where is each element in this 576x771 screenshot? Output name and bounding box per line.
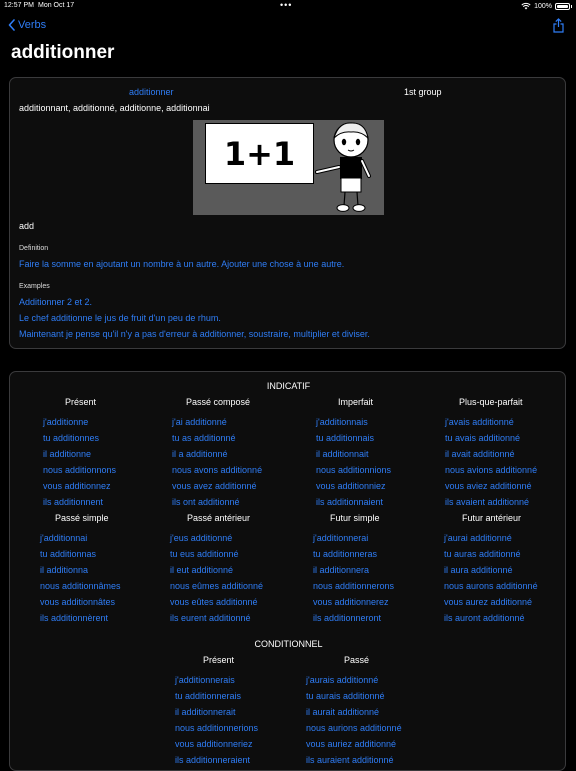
conjugation-form[interactable]: j'avais additionné <box>445 417 514 427</box>
conjugation-form[interactable]: tu additionnas <box>40 549 97 559</box>
conjugation-form[interactable]: ils additionneraient <box>175 755 251 765</box>
definition-label: Definition <box>19 245 49 252</box>
examples-label: Examples <box>19 283 50 290</box>
conjugation-form[interactable]: tu as additionné <box>172 433 236 443</box>
tense-name: Plus-que-parfait <box>459 397 523 407</box>
conjugation-form[interactable]: j'aurais additionné <box>306 675 379 685</box>
example-2: Le chef additionne le jus de fruit d'un peu de rhum. <box>19 313 221 323</box>
conjugation-form[interactable]: tu avais additionné <box>445 433 521 443</box>
cartoon-character-icon <box>311 120 384 215</box>
conjugation-card <box>9 371 566 771</box>
tense-name: Futur simple <box>330 513 380 523</box>
conjugation-form[interactable]: il additionne <box>43 449 92 459</box>
whiteboard <box>205 123 314 184</box>
example-3: Maintenant je pense qu'il n'y a pas d'erreur à additionner, soustraire, multiplier et diviser. <box>19 329 370 339</box>
share-button[interactable] <box>553 18 564 38</box>
conjugation-form[interactable]: nous additionnerions <box>175 723 259 733</box>
verb-forms: additionnant, additionné, additionne, additionnai <box>19 103 210 113</box>
verb-illustration <box>193 120 384 215</box>
tense-name: Passé simple <box>55 513 109 523</box>
conjugation-form[interactable]: nous additionnerons <box>313 581 395 591</box>
conjugation-form[interactable]: vous additionnerez <box>313 597 389 607</box>
tense-column <box>444 513 574 626</box>
conjugation-form[interactable]: nous eûmes additionné <box>170 581 264 591</box>
conditionnel-heading: CONDITIONNEL <box>254 639 323 649</box>
conjugation-form[interactable]: tu additionnes <box>43 433 100 443</box>
tense-column <box>40 513 170 626</box>
conjugation-form[interactable]: il additionnera <box>313 565 370 575</box>
conjugation-form[interactable]: il a additionné <box>172 449 228 459</box>
conjugation-form[interactable]: il additionna <box>40 565 89 575</box>
tense-column <box>43 397 173 510</box>
conjugation-form[interactable]: vous additionnez <box>43 481 111 491</box>
conjugation-form[interactable]: j'aurai additionné <box>444 533 512 543</box>
battery-icon <box>555 3 570 10</box>
conjugation-form[interactable]: nous additionnâmes <box>40 581 121 591</box>
conjugation-form[interactable]: il eut additionné <box>170 565 234 575</box>
conjugation-form[interactable]: vous additionnâtes <box>40 597 116 607</box>
example-1: Additionner 2 et 2. <box>19 297 93 307</box>
tense-column <box>175 655 305 768</box>
multitasking-dots-icon[interactable]: ••• <box>280 0 293 10</box>
conjugation-form[interactable]: vous additionniez <box>316 481 386 491</box>
conjugation-form[interactable]: nous aurons additionné <box>444 581 538 591</box>
status-date: Mon Oct 17 <box>38 2 75 9</box>
conjugation-form[interactable]: ils avaient additionné <box>445 497 530 507</box>
indicatif-heading: INDICATIF <box>266 381 311 391</box>
conjugation-form[interactable]: vous auriez additionné <box>306 739 397 749</box>
conjugation-form[interactable]: vous aurez additionné <box>444 597 533 607</box>
tense-name: Présent <box>203 655 235 665</box>
conjugation-form[interactable]: j'additionne <box>43 417 89 427</box>
verb-group: 1st group <box>404 87 442 97</box>
back-button-label: Verbs <box>18 19 47 31</box>
conjugation-form[interactable]: il additionnerait <box>175 707 236 717</box>
conjugation-form[interactable]: j'additionnais <box>316 417 368 427</box>
tense-column <box>313 513 443 626</box>
tense-name: Imperfait <box>338 397 374 407</box>
conjugation-form[interactable]: ils auront additionné <box>444 613 525 623</box>
conjugation-form[interactable]: vous aviez additionné <box>445 481 532 491</box>
conjugation-form[interactable]: j'ai additionné <box>172 417 227 427</box>
conjugation-form[interactable]: j'additionnerai <box>313 533 369 543</box>
conjugation-form[interactable]: nous additionnions <box>316 465 392 475</box>
conjugation-form[interactable]: tu eus additionné <box>170 549 239 559</box>
tense-name: Passé <box>344 655 370 665</box>
conjugation-form[interactable]: ils ont additionné <box>172 497 240 507</box>
tense-name: Passé antérieur <box>187 513 251 523</box>
conjugation-form[interactable]: il avait additionné <box>445 449 515 459</box>
conjugation-form[interactable]: il aurait additionné <box>306 707 380 717</box>
tense-column <box>170 513 300 626</box>
tense-column <box>316 397 446 510</box>
conjugation-form[interactable]: ils eurent additionné <box>170 613 251 623</box>
share-icon <box>553 18 564 33</box>
verb-translation: add <box>19 221 35 231</box>
status-right <box>521 2 570 10</box>
tense-name: Futur antérieur <box>462 513 522 523</box>
conjugation-form[interactable]: ils additionneront <box>313 613 382 623</box>
conjugation-form[interactable]: nous avons additionné <box>172 465 263 475</box>
conjugation-form[interactable]: ils additionnaient <box>316 497 384 507</box>
conjugation-form[interactable]: vous additionneriez <box>175 739 253 749</box>
definition-text: Faire la somme en ajoutant un nombre à un autre. Ajouter une chose à une autre. <box>19 259 345 269</box>
conjugation-form[interactable]: nous additionnons <box>43 465 117 475</box>
wifi-icon <box>521 2 531 10</box>
conjugation-form[interactable]: il additionnait <box>316 449 369 459</box>
conjugation-form[interactable]: tu auras additionné <box>444 549 521 559</box>
battery-fill <box>557 5 568 8</box>
conjugation-form[interactable]: ils additionnèrent <box>40 613 109 623</box>
tense-column <box>306 655 436 768</box>
status-bar <box>0 0 576 12</box>
conjugation-form[interactable]: nous aurions additionné <box>306 723 402 733</box>
tense-name: Présent <box>65 397 97 407</box>
battery-percent: 100% <box>534 2 552 10</box>
conjugation-form[interactable]: j'additionnerais <box>175 675 235 685</box>
whiteboard-text: 1+1 <box>223 134 296 173</box>
back-button[interactable] <box>8 19 46 31</box>
conjugation-form[interactable]: tu additionnais <box>316 433 375 443</box>
tense-column <box>172 397 302 510</box>
chevron-left-icon <box>8 19 15 31</box>
conjugation-form[interactable]: nous avions additionné <box>445 465 538 475</box>
status-time: 12:57 PM <box>4 2 34 9</box>
conjugation-form[interactable]: ils additionnent <box>43 497 104 507</box>
conjugation-form[interactable]: vous eûtes additionné <box>170 597 258 607</box>
conjugation-form[interactable]: tu additionneras <box>313 549 378 559</box>
page-title: additionner <box>11 42 115 63</box>
conjugation-form[interactable]: ils auraient additionné <box>306 755 394 765</box>
conjugation-form[interactable]: j'additionnai <box>40 533 88 543</box>
conjugation-form[interactable]: tu aurais additionné <box>306 691 385 701</box>
navigation-bar <box>0 16 576 36</box>
conjugation-form[interactable]: vous avez additionné <box>172 481 257 491</box>
infinitive-link[interactable]: additionner <box>129 87 174 97</box>
conjugation-form[interactable]: tu additionnerais <box>175 691 242 701</box>
verb-info-card <box>9 77 566 349</box>
conjugation-form[interactable]: il aura additionné <box>444 565 513 575</box>
conjugation-form[interactable]: j'eus additionné <box>170 533 233 543</box>
tense-name: Passé composé <box>186 397 251 407</box>
tense-column <box>445 397 575 510</box>
